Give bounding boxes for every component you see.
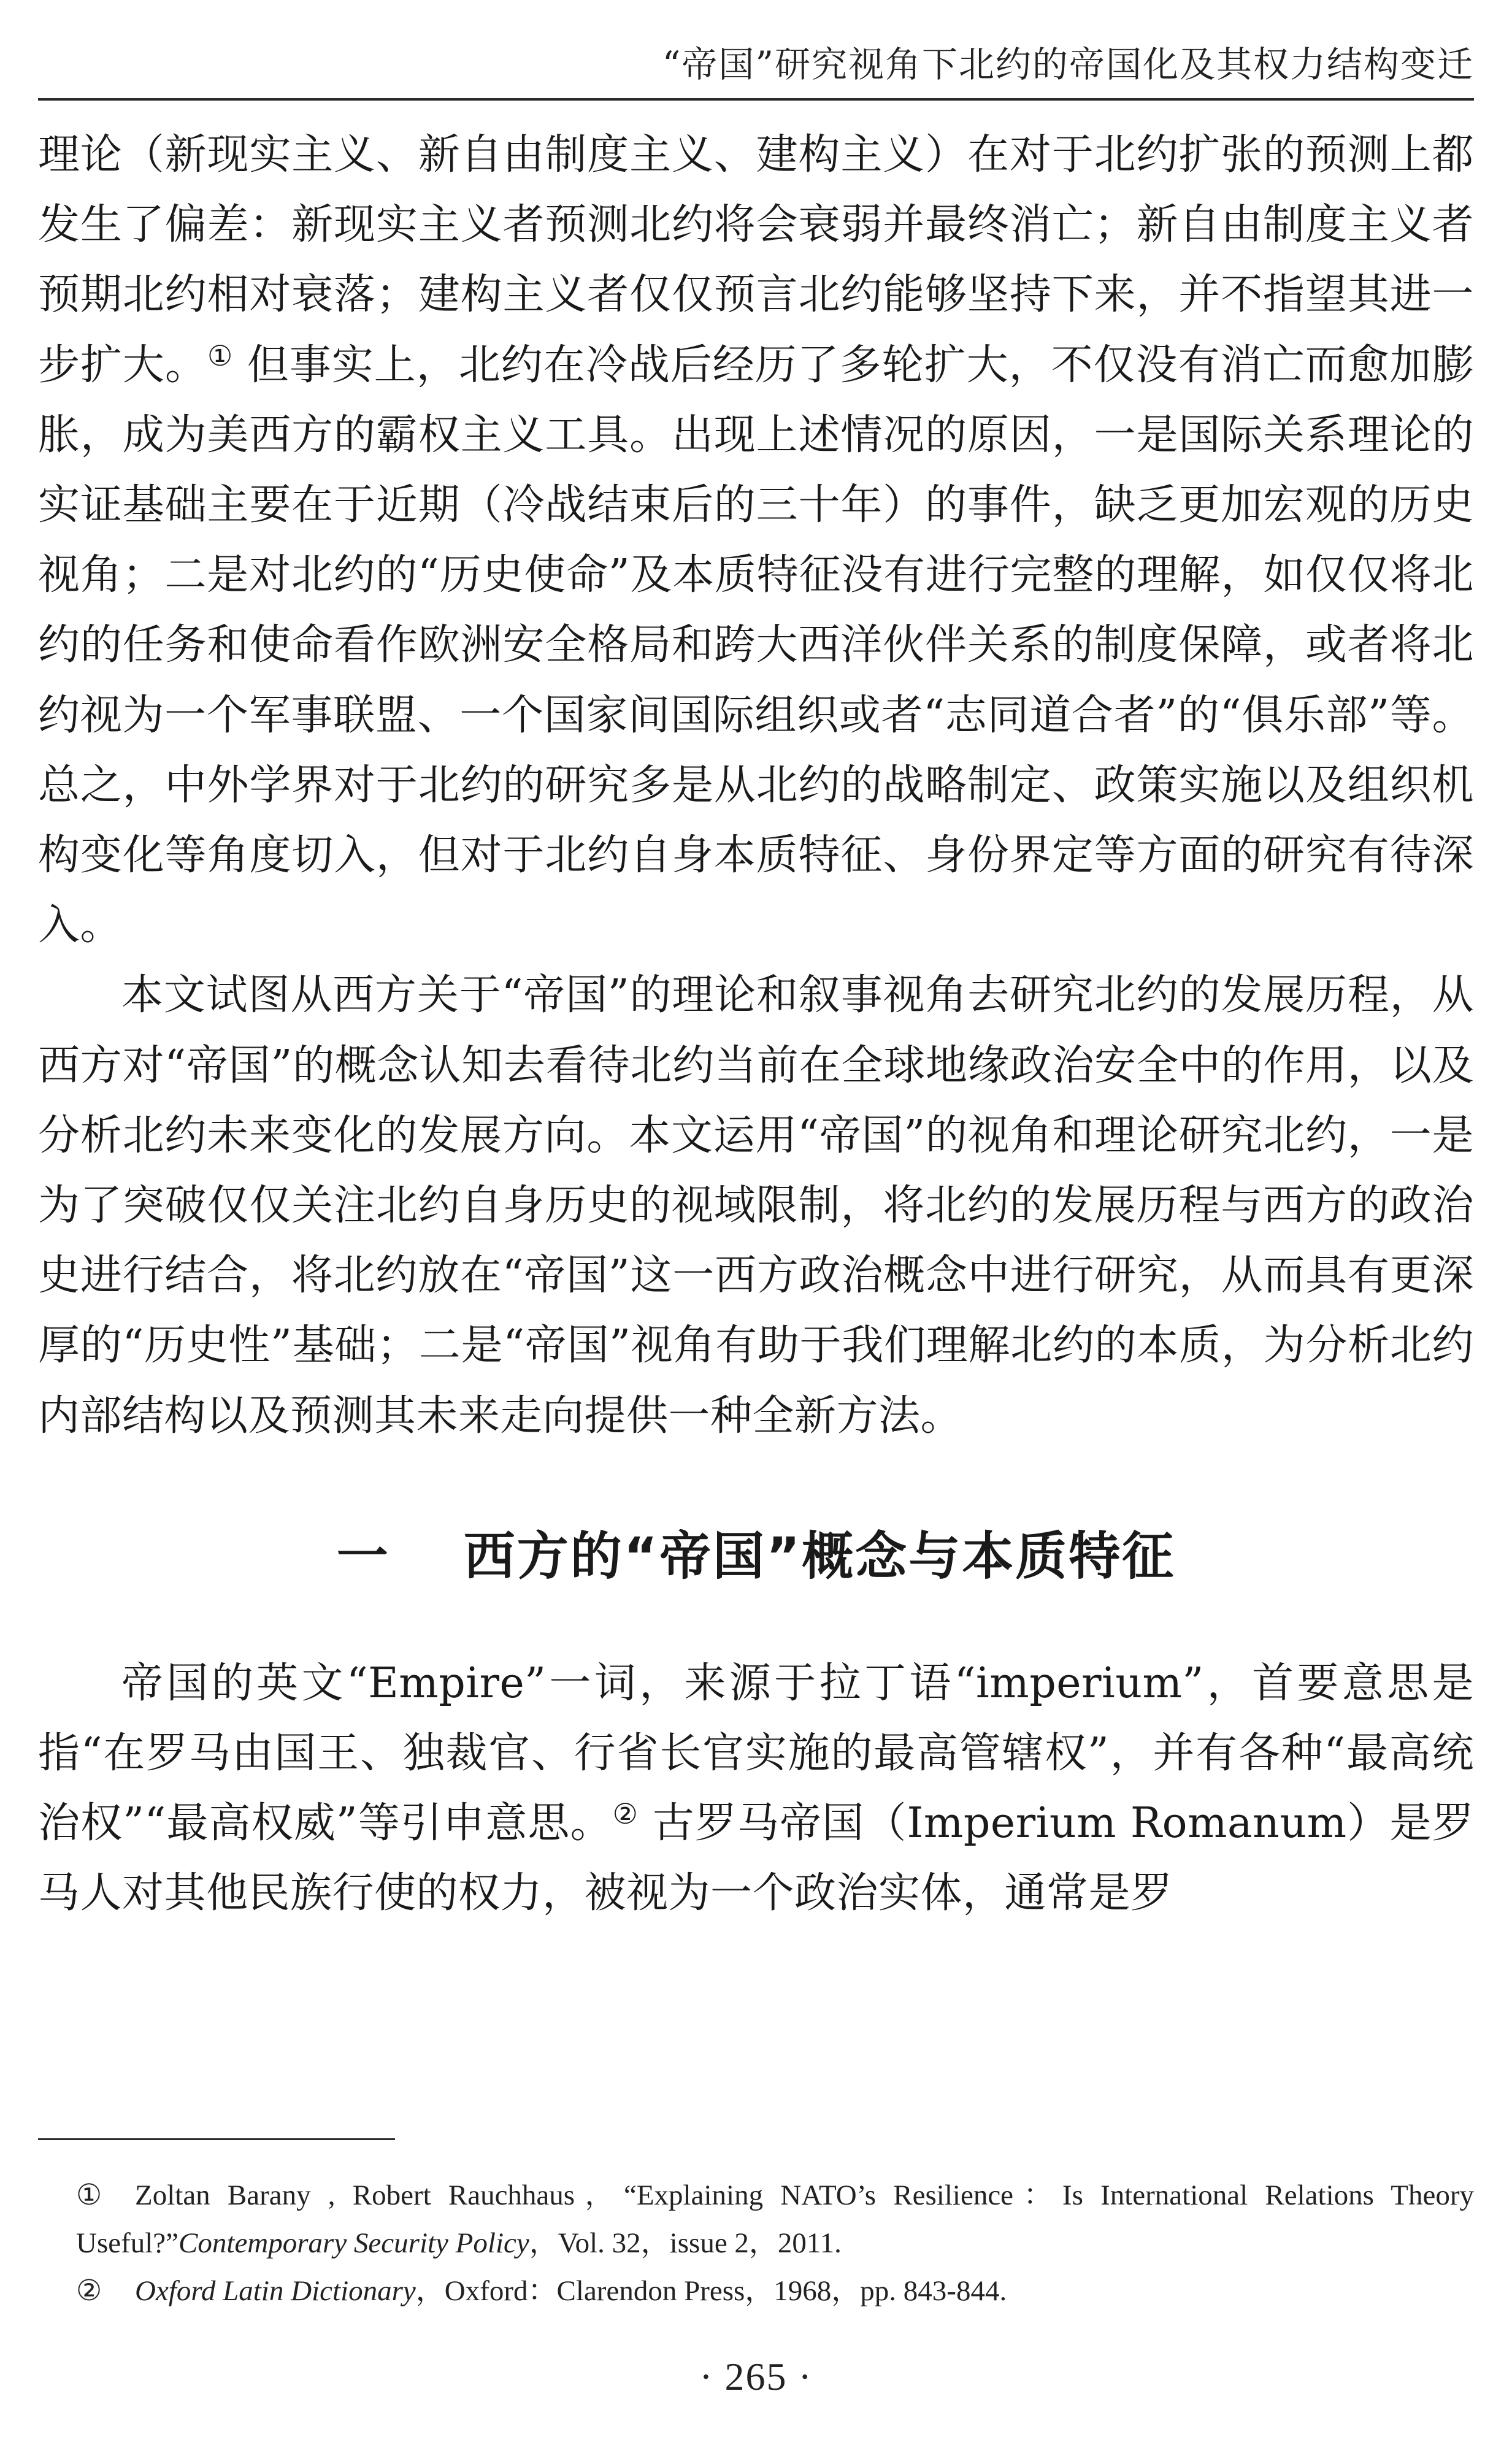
footnote-ref-2[interactable]: ② xyxy=(612,1797,639,1831)
footnote-2-mark: ② xyxy=(76,2275,102,2307)
paragraph-1-text-before-note: 理论（新现实主义、新自由制度主义、建构主义）在对于北约扩张的预测上都发生了偏差：新现实主义者预测北约将会衰弱并最终消亡；新自由制度主义者预期北约相对衰落；建构主义者仅仅预言北约能够坚持下来，并不指望其进一步扩大。 xyxy=(38,131,1474,390)
running-header: “帝国”研究视角下北约的帝国化及其权力结构变迁 xyxy=(662,44,1474,85)
footnote-1-article: “Explaining NATO’s Resilience：Is International Relations Theory Useful?” xyxy=(76,2179,1474,2259)
footnote-1 xyxy=(38,2171,1474,2267)
footnote-1-mark: ① xyxy=(76,2179,102,2211)
section-paragraph-1 xyxy=(38,1649,1474,1929)
footnote-2 xyxy=(38,2267,1474,2315)
page-number: · 265 · xyxy=(699,2355,813,2398)
footnote-rule xyxy=(38,2138,395,2140)
paragraph-2: 本文试图从西方关于“帝国”的理论和叙事视角去研究北约的发展历程，从西方对“帝国”的概念认知去看待北约当前在全球地缘政治安全中的作用，以及分析北约未来变化的发展方向。本文运用“帝国”的视角和理论研究北约，一是为了突破仅仅关注北约自身历史的视域限制，将北约的发展历程与西方的政治史进行结合，将北约放在“帝国”这一西方政治概念中进行研究，从而具有更深厚的“历史性”基础；二是“帝国”视角有助于我们理解北约的本质，为分析北约内部结构以及预测其未来走向提供一种全新方法。 xyxy=(38,971,1474,1440)
footnote-1-authors: Zoltan Barany , Robert Rauchhaus， xyxy=(135,2179,624,2211)
section-title: 西方的“帝国”概念与本质特征 xyxy=(463,1526,1176,1586)
section-number: 一 xyxy=(336,1526,390,1586)
footnote-ref-1[interactable]: ① xyxy=(207,339,234,372)
footnote-2-dictionary: Oxford Latin Dictionary xyxy=(135,2275,416,2307)
footnote-1-journal: Contemporary Security Policy xyxy=(178,2227,529,2259)
footnote-1-rest: ，Vol. 32，issue 2，2011. xyxy=(529,2227,842,2259)
section-paragraph-text-after-note: 古罗马帝国（Imperium Romanum）是罗马人对其他民族行使的权力，被视为一个政治实体，通常是罗 xyxy=(38,1799,1474,1918)
paragraph-1-text-after-note: 但事实上，北约在冷战后经历了多轮扩大，不仅没有消亡而愈加膨胀，成为美西方的霸权主义工具。出现上述情况的原因，一是国际关系理论的实证基础主要在于近期（冷战结束后的三十年）的事件，缺乏更加宏观的历史视角；二是对北约的“历史使命”及本质特征没有进行完整的理解，如仅仅将北约的任务和使命看作欧洲安全格局和跨大西洋伙伴关系的制度保障，或者将北约视为一个军事联盟、一个国家间国际组织或者“志同道合者”的“俱乐部”等。总之，中外学界对于北约的研究多是从北约的战略制定、政策实施以及组织机构变化等角度切入，但对于北约自身本质特征、身份界定等方面的研究有待深入。 xyxy=(38,340,1474,950)
footnotes xyxy=(38,2171,1474,2315)
section-paragraph-text-before-note: 帝国的英文“Empire”一词，来源于拉丁语“imperium”，首要意思是指“在罗马由国王、独裁官、行省长官实施的最高管辖权”，并有各种“最高统治权”“最高权威”等引申意思。 xyxy=(38,1659,1474,1848)
section-heading xyxy=(38,1522,1474,1590)
body-text xyxy=(38,120,1474,1929)
header-rule xyxy=(38,98,1474,101)
footnote-2-rest: ，Oxford：Clarendon Press，1968，pp. 843-844. xyxy=(415,2275,1007,2307)
paragraph-continued xyxy=(38,120,1474,961)
